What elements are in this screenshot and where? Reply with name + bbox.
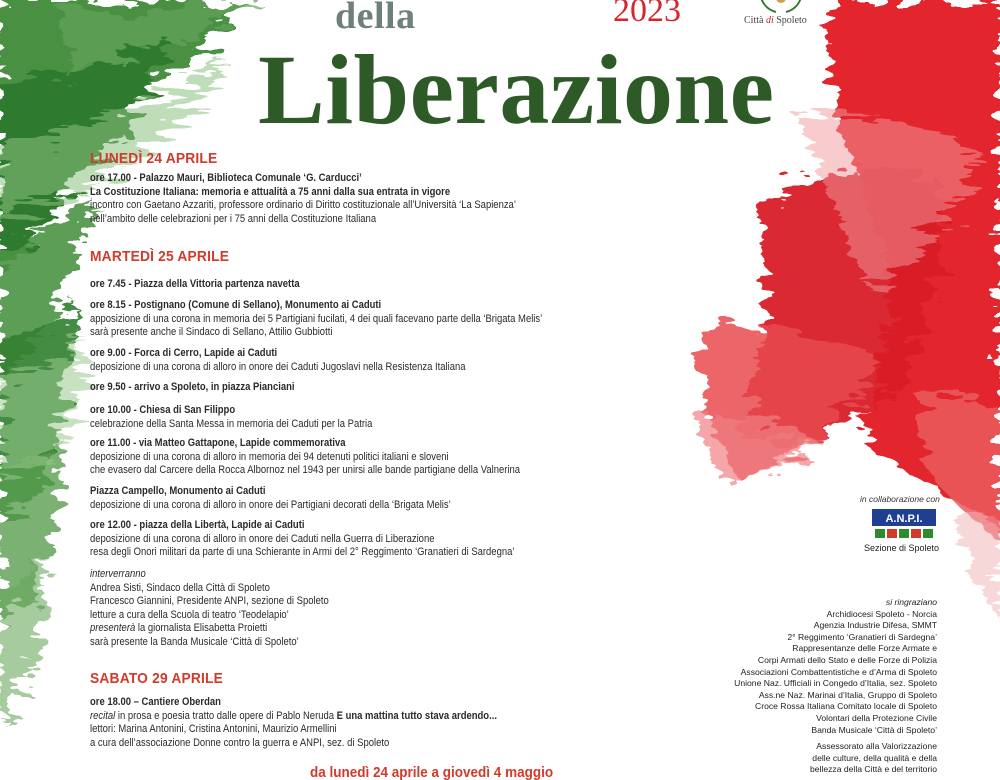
event-block: ore 9.00 - Forca di Cerro, Lapide ai Caduti deposizione di una corona di alloro in onore dei Caduti Jugoslavi nella Resistenza Italiana bbox=[90, 347, 466, 373]
day-heading: SABATO 29 APRILE bbox=[90, 670, 224, 687]
event-block: ore 9.50 - arrivo a Spoleto, in piazza Pianciani bbox=[90, 381, 295, 393]
event-block: Piazza Campello, Monumento ai Caduti deposizione di una corona di alloro in onore dei Partigiani decorati della ‘Brigata Melis’ bbox=[90, 485, 451, 511]
thanks-list: si ringraziano Archidiocesi Spoleto - Norcia Agenzia Industrie Difesa, SMMT 2° Reggimento ‘Granatieri di Sardegna’ Rappresentanze delle Forze Armate e Corpi Armati dello Stato e delle Forze di Polizia Associazioni Combattentistiche e d’Arma di Spoleto Unione Naz. Ufficiali in Congedo d’Italia, sez. Spoleto Ass.ne Naz. Marinai d’Italia, Gruppo di Spoleto Croce Rossa Italiana Comitato locale di Spoleto Volontari della Protezione Civile Banda Musicale ‘Città di Spoleto’ bbox=[734, 597, 937, 735]
day-heading: LUNEDÌ 24 APRILE bbox=[90, 150, 218, 167]
anpi-section-label: Sezione di Spoleto bbox=[864, 543, 940, 553]
event-block: ore 10.00 - Chiesa di San Filippo celebrazione della Santa Messa in memoria dei Caduti per la Patria bbox=[90, 404, 373, 430]
speakers-block: interverranno Andrea Sisti, Sindaco della Città di Spoleto Francesco Giannini, Presidente ANPI, sezione di Spoleto letture a cura della Scuola di teatro ‘Teodelapio’ presenterà la giornalista Elisabetta Proietti sarà presente la Banda Musicale ‘Città di Spoleto’ bbox=[90, 568, 329, 648]
day-heading: MARTEDÌ 25 APRILE bbox=[90, 248, 230, 265]
footer-date-range: da lunedì 24 aprile a giovedì 4 maggio bbox=[310, 764, 554, 780]
page-title: Liberazione bbox=[258, 34, 775, 145]
title-della: della bbox=[335, 0, 416, 37]
anpi-logo-icon bbox=[872, 509, 936, 539]
collaboration-label: in collaborazione con bbox=[860, 494, 940, 504]
anpi-logo-text: A.N.P.I. bbox=[885, 513, 923, 525]
event-block: ore 7.45 - Piazza della Vittoria partenza navetta bbox=[90, 278, 300, 290]
list-item: Banda Musicale ‘Città di Spoleto’ bbox=[811, 724, 937, 735]
assessorato-credit: Assessorato alla Valorizzazione delle culture, della qualità e della bellezza della Città e del territorio bbox=[809, 741, 937, 775]
list-item: Agenzia Industrie Difesa, SMMT bbox=[813, 620, 937, 631]
city-emblem-label: Città di Spoleto bbox=[744, 15, 807, 26]
list-item: 2° Reggimento ‘Granatieri di Sardegna’ bbox=[787, 631, 937, 642]
event-block: ore 17.00 - Palazzo Mauri, Biblioteca Comunale ‘G. Carducci’ La Costituzione Italiana: memoria e attualità a 75 anni dalla sua entrata in vigore incontro con Gaetano Azzariti, professore ordinario di Diritto costituzionale all’Università ‘La Sapienza’ nell’ambito delle celebrazioni per i 75 anni della Costituzione Italiana bbox=[90, 172, 516, 225]
event-block: ore 8.15 - Postignano (Comune di Sellano), Monumento ai Caduti apposizione di una corona in memoria dei 5 Partigiani fucilati, 4 dei quali facevano parte della ‘Brigata Melis’ sarà presente anche il Sindaco di Sellano, Attilio Gubbiotti bbox=[90, 299, 543, 339]
event-block: ore 18.00 – Cantiere Oberdan recital in prosa e poesia tratto dalle opere di Pablo Neruda E una mattina tutto stava ardendo... lettori: Marina Antonini, Cristina Antonini, Maurizio Armellini a cura dell’associazione Donne contro la guerra e ANPI, sez. di Spoleto bbox=[90, 696, 497, 749]
list-item: Volontari della Protezione Civile bbox=[816, 712, 937, 723]
list-item: Associazioni Combattentistiche e d’Arma di Spoleto bbox=[740, 666, 937, 677]
list-item: Archidiocesi Spoleto - Norcia bbox=[826, 608, 937, 619]
event-block: ore 11.00 - via Matteo Gattapone, Lapide commemorativa deposizione di una corona di alloro in memoria dei 94 detenuti politici italiani e sloveni che evasero dal Carcere della Rocca Albornoz nel 1943 per unirsi alle bande partigiane della Valnerina bbox=[90, 437, 521, 477]
list-item: Unione Naz. Ufficiali in Congedo d’Italia, sez. Spoleto bbox=[734, 678, 937, 689]
list-item: Rappresentanze delle Forze Armate e bbox=[792, 643, 937, 654]
list-item: Croce Rossa Italiana Comitato locale di Spoleto bbox=[755, 701, 937, 712]
title-year: 2023 bbox=[613, 0, 681, 29]
list-item: Ass.ne Naz. Marinai d’Italia, Gruppo di Spoleto bbox=[758, 689, 937, 700]
event-block: ore 12.00 - piazza della Libertà, Lapide ai Caduti deposizione di una corona di alloro in onore dei Caduti nella Guerra di Liberazione resa degli Onori militari da parte di una Schierante in Armi del 2° Reggimento ‘Granatieri di Sardegna’ bbox=[90, 519, 515, 559]
list-item: Corpi Armati dello Stato e delle Forze di Polizia bbox=[757, 654, 937, 665]
